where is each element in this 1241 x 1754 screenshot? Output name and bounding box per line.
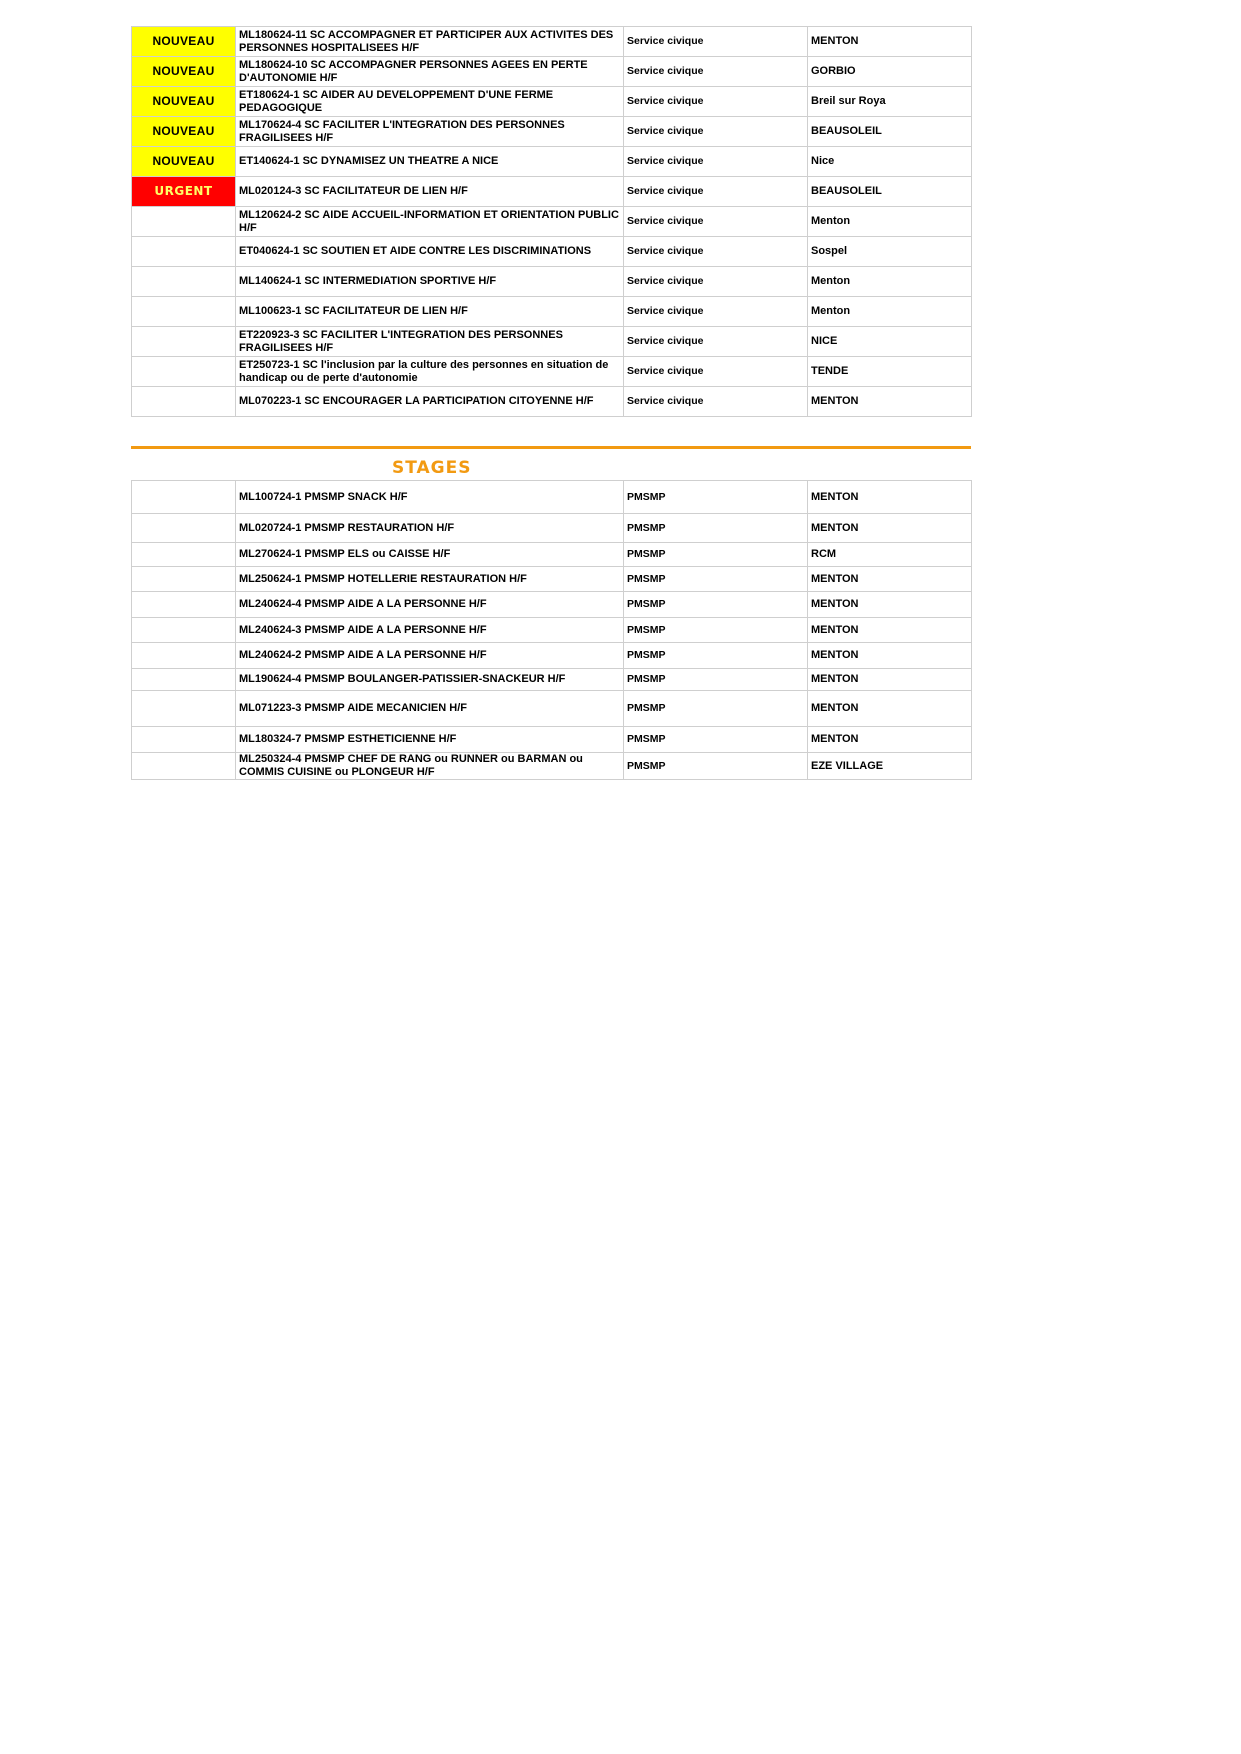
- table-row: [132, 691, 972, 727]
- offer-type: PMSMP: [624, 643, 808, 669]
- offer-title: ML270624-1 PMSMP ELS ou CAISSE H/F: [236, 543, 624, 567]
- badge-cell: [132, 147, 236, 177]
- table-row: [132, 87, 972, 117]
- table-row: [132, 57, 972, 87]
- service-civique-table: [131, 26, 972, 417]
- offer-type: Service civique: [624, 57, 808, 87]
- table-row: [132, 387, 972, 417]
- offer-title: ML240624-2 PMSMP AIDE A LA PERSONNE H/F: [236, 643, 624, 669]
- offer-location: EZE VILLAGE: [808, 753, 972, 780]
- badge-cell: [132, 753, 236, 780]
- offer-type: PMSMP: [624, 691, 808, 727]
- badge-cell: [132, 543, 236, 567]
- offer-title: ML140624-1 SC INTERMEDIATION SPORTIVE H/F: [236, 267, 624, 297]
- offer-location: MENTON: [808, 481, 972, 514]
- offer-type: PMSMP: [624, 669, 808, 691]
- nouveau-badge: NOUVEAU: [132, 87, 235, 116]
- offer-type: Service civique: [624, 267, 808, 297]
- offer-title: ML100623-1 SC FACILITATEUR DE LIEN H/F: [236, 297, 624, 327]
- offer-type: Service civique: [624, 297, 808, 327]
- offer-type: PMSMP: [624, 514, 808, 543]
- badge-cell: [132, 27, 236, 57]
- offer-location: MENTON: [808, 643, 972, 669]
- offer-title: ML020124-3 SC FACILITATEUR DE LIEN H/F: [236, 177, 624, 207]
- offer-location: MENTON: [808, 669, 972, 691]
- table-row: [132, 567, 972, 592]
- urgent-badge: URGENT: [132, 177, 235, 206]
- offer-location: MENTON: [808, 27, 972, 57]
- offer-location: MENTON: [808, 514, 972, 543]
- offer-type: Service civique: [624, 327, 808, 357]
- offer-title: ML170624-4 SC FACILITER L'INTEGRATION DES PERSONNES FRAGILISEES H/F: [236, 117, 624, 147]
- offer-type: Service civique: [624, 147, 808, 177]
- offer-type: PMSMP: [624, 592, 808, 618]
- offer-title: ET140624-1 SC DYNAMISEZ UN THEATRE A NICE: [236, 147, 624, 177]
- badge-cell: [132, 267, 236, 297]
- offer-title: ML240624-3 PMSMP AIDE A LA PERSONNE H/F: [236, 618, 624, 643]
- offer-type: Service civique: [624, 387, 808, 417]
- offer-title: ML100724-1 PMSMP SNACK H/F: [236, 481, 624, 514]
- offer-title: ML120624-2 SC AIDE ACCUEIL-INFORMATION ET ORIENTATION PUBLIC H/F: [236, 207, 624, 237]
- badge-cell: [132, 567, 236, 592]
- table-row: [132, 327, 972, 357]
- offer-location: MENTON: [808, 567, 972, 592]
- table-row: [132, 543, 972, 567]
- offer-title: ML250624-1 PMSMP HOTELLERIE RESTAURATION H/F: [236, 567, 624, 592]
- offer-type: PMSMP: [624, 567, 808, 592]
- table-row: [132, 514, 972, 543]
- offer-title: ET040624-1 SC SOUTIEN ET AIDE CONTRE LES DISCRIMINATIONS: [236, 237, 624, 267]
- offer-location: Menton: [808, 207, 972, 237]
- badge-cell: [132, 207, 236, 237]
- badge-cell: [132, 57, 236, 87]
- badge-cell: [132, 387, 236, 417]
- offer-location: GORBIO: [808, 57, 972, 87]
- offer-title: ML240624-4 PMSMP AIDE A LA PERSONNE H/F: [236, 592, 624, 618]
- offer-title: ML180324-7 PMSMP ESTHETICIENNE H/F: [236, 727, 624, 753]
- stages-table: [131, 480, 972, 780]
- offer-type: Service civique: [624, 207, 808, 237]
- offer-type: Service civique: [624, 357, 808, 387]
- table-row: [132, 618, 972, 643]
- offer-title: ML071223-3 PMSMP AIDE MECANICIEN H/F: [236, 691, 624, 727]
- section-divider: [131, 446, 971, 449]
- offer-location: MENTON: [808, 618, 972, 643]
- offer-type: PMSMP: [624, 618, 808, 643]
- badge-cell: [132, 117, 236, 147]
- offer-location: Sospel: [808, 237, 972, 267]
- offer-title: ML070223-1 SC ENCOURAGER LA PARTICIPATION CITOYENNE H/F: [236, 387, 624, 417]
- nouveau-badge: NOUVEAU: [132, 147, 235, 176]
- badge-cell: [132, 669, 236, 691]
- offer-location: NICE: [808, 327, 972, 357]
- table-row: [132, 643, 972, 669]
- offer-type: Service civique: [624, 87, 808, 117]
- badge-cell: [132, 177, 236, 207]
- table-row: [132, 207, 972, 237]
- table-row: [132, 481, 972, 514]
- offer-location: TENDE: [808, 357, 972, 387]
- offer-location: BEAUSOLEIL: [808, 117, 972, 147]
- offer-title: ET250723-1 SC l'inclusion par la culture des personnes en situation de handicap ou de perte d'autonomie: [236, 357, 624, 387]
- table-row: [132, 357, 972, 387]
- table-row: [132, 297, 972, 327]
- offer-title: ML250324-4 PMSMP CHEF DE RANG ou RUNNER ou BARMAN ou COMMIS CUISINE ou PLONGEUR H/F: [236, 753, 624, 780]
- offer-location: Menton: [808, 297, 972, 327]
- offer-location: MENTON: [808, 691, 972, 727]
- table-row: [132, 753, 972, 780]
- offer-location: MENTON: [808, 592, 972, 618]
- table-row: [132, 669, 972, 691]
- offer-location: BEAUSOLEIL: [808, 177, 972, 207]
- offer-title: ET220923-3 SC FACILITER L'INTEGRATION DES PERSONNES FRAGILISEES H/F: [236, 327, 624, 357]
- table-row: [132, 27, 972, 57]
- table-row: [132, 592, 972, 618]
- badge-cell: [132, 87, 236, 117]
- offer-type: PMSMP: [624, 481, 808, 514]
- offer-title: ML180624-11 SC ACCOMPAGNER ET PARTICIPER AUX ACTIVITES DES PERSONNES HOSPITALISEES H/F: [236, 27, 624, 57]
- offer-title: ML020724-1 PMSMP RESTAURATION H/F: [236, 514, 624, 543]
- badge-cell: [132, 643, 236, 669]
- offer-location: Nice: [808, 147, 972, 177]
- offer-title: ML180624-10 SC ACCOMPAGNER PERSONNES AGEES EN PERTE D'AUTONOMIE H/F: [236, 57, 624, 87]
- offer-location: MENTON: [808, 727, 972, 753]
- offer-type: Service civique: [624, 27, 808, 57]
- offer-location: Menton: [808, 267, 972, 297]
- badge-cell: [132, 691, 236, 727]
- offer-type: PMSMP: [624, 753, 808, 780]
- offer-type: Service civique: [624, 177, 808, 207]
- badge-cell: [132, 327, 236, 357]
- offer-type: PMSMP: [624, 543, 808, 567]
- offer-title: ML190624-4 PMSMP BOULANGER-PATISSIER-SNACKEUR H/F: [236, 669, 624, 691]
- table-row: [132, 267, 972, 297]
- badge-cell: [132, 357, 236, 387]
- nouveau-badge: NOUVEAU: [132, 117, 235, 146]
- table-row: [132, 727, 972, 753]
- offer-location: Breil sur Roya: [808, 87, 972, 117]
- offer-type: PMSMP: [624, 727, 808, 753]
- stages-heading: STAGES: [392, 458, 472, 478]
- offer-location: RCM: [808, 543, 972, 567]
- badge-cell: [132, 514, 236, 543]
- table-row: [132, 177, 972, 207]
- offer-location: MENTON: [808, 387, 972, 417]
- table-row: [132, 117, 972, 147]
- table-row: [132, 237, 972, 267]
- badge-cell: [132, 237, 236, 267]
- offer-title: ET180624-1 SC AIDER AU DEVELOPPEMENT D'UNE FERME PEDAGOGIQUE: [236, 87, 624, 117]
- badge-cell: [132, 618, 236, 643]
- badge-cell: [132, 727, 236, 753]
- nouveau-badge: NOUVEAU: [132, 27, 235, 56]
- nouveau-badge: NOUVEAU: [132, 57, 235, 86]
- table-row: [132, 147, 972, 177]
- badge-cell: [132, 592, 236, 618]
- offer-type: Service civique: [624, 117, 808, 147]
- badge-cell: [132, 297, 236, 327]
- badge-cell: [132, 481, 236, 514]
- offer-type: Service civique: [624, 237, 808, 267]
